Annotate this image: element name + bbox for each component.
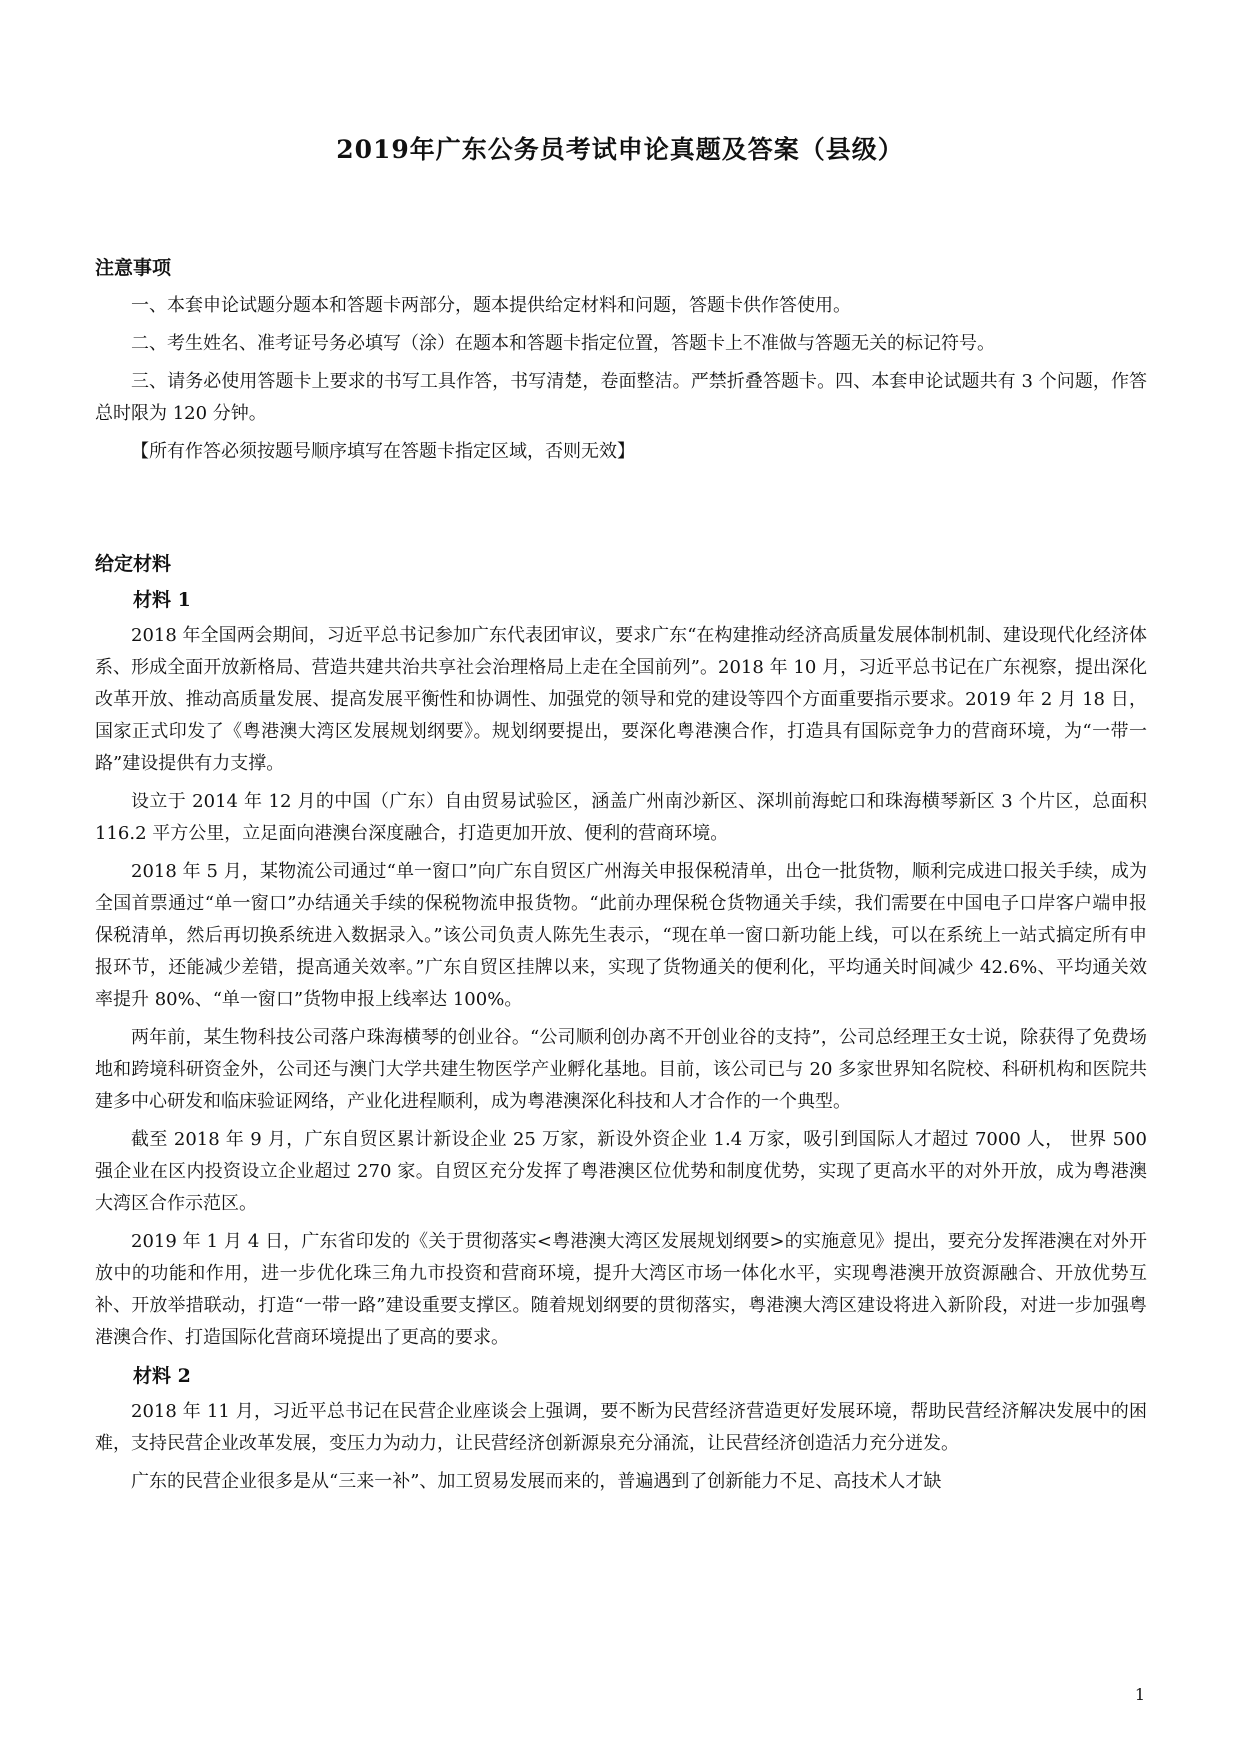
material-paragraph: 设立于 2014 年 12 月的中国（广东）自由贸易试验区，涵盖广州南沙新区、深圳前海蛇口和珠海横琴新区 3 个片区，总面积 116.2 平方公里，立足面向港澳台深度融合，打造更加开放、便利的营商环境。 [95,791,1147,844]
notes-heading: 注意事项 [95,257,172,279]
material-paragraph: 2018 年 5 月，某物流公司通过“单一窗口”向广东自贸区广州海关申报保税清单，出仓一批货物，顺利完成进口报关手续，成为全国首票通过“单一窗口”办结通关手续的保税物流申报货物。“此前办理保税仓货物通关手续，我们需要在中国电子口岸客户端申报保税清单，然后再切换系统进入数据录入。”该公司负责人陈先生表示，“现在单一窗口新功能上线，可以在系统上一站式搞定所有申报环节，还能减少差错，提高通关效率。”广东自贸区挂牌以来，实现了货物通关的便利化，平均通关时间减少 42.6%、平均通关效率提升 80%、“单一窗口”货物申报上线率达 100%。 [95,861,1147,1010]
material-1-title: 材料 1 [133,589,191,611]
notes-item: 二、考生姓名、准考证号务必填写（涂）在题本和答题卡指定位置，答题卡上不准做与答题无关的标记符号。 [131,333,995,354]
materials-section [95,548,1147,1504]
material-paragraph: 截至 2018 年 9 月，广东自贸区累计新设企业 25 万家，新设外资企业 1.4 万家，吸引到国际人才超过 7000 人， 世界 500 强企业在区内投资设立企业超过 270 家。自贸区充分发挥了粤港澳区位优势和制度优势，实现了更高水平的对外开放，成为粤港澳大湾区合作示范区。 [95,1129,1147,1214]
notes-item: 一、本套申论试题分题本和答题卡两部分，题本提供给定材料和问题，答题卡供作答使用。 [131,295,851,316]
page-number: 1 [1134,1685,1145,1704]
notes-item: 三、请务必使用答题卡上要求的书写工具作答，书写清楚，卷面整洁。严禁折叠答题卡。四、本套申论试题共有 3 个问题，作答总时限为 120 分钟。 [95,371,1147,424]
materials-heading: 给定材料 [95,553,172,575]
document-title: 2019年广东公务员考试申论真题及答案（县级） [336,135,904,164]
material-paragraph: 2019 年 1 月 4 日，广东省印发的《关于贯彻落实<粤港澳大湾区发展规划纲要>的实施意见》提出，要充分发挥港澳在对外开放中的功能和作用，进一步优化珠三角九市投资和营商环境，提升大湾区市场一体化水平，实现粤港澳开放资源融合、开放优势互补、开放举措联动，打造“一带一路”建设重要支撑区。随着规划纲要的贯彻落实，粤港澳大湾区建设将进入新阶段，对进一步加强粤港澳合作、打造国际化营商环境提出了更高的要求。 [95,1231,1147,1348]
material-2-title: 材料 2 [133,1365,191,1387]
material-paragraph: 广东的民营企业很多是从“三来一补”、加工贸易发展而来的，普遍遇到了创新能力不足、高技术人才缺 [131,1471,942,1492]
material-paragraph: 两年前，某生物科技公司落户珠海横琴的创业谷。“公司顺利创办离不开创业谷的支持”，公司总经理王女士说，除获得了免费场地和跨境科研资金外，公司还与澳门大学共建生物医学产业孵化基地。目前，该公司已与 20 多家世界知名院校、科研机构和医院共建多中心研发和临床验证网络，产业化进程顺利，成为粤港澳深化科技和人才合作的一个典型。 [95,1027,1147,1112]
material-paragraph: 2018 年 11 月，习近平总书记在民营企业座谈会上强调，要不断为民营经济营造更好发展环境，帮助民营经济解决发展中的困难，支持民营企业改革发展，变压力为动力，让民营经济创新源泉充分涌流，让民营经济创造活力充分迸发。 [95,1401,1147,1454]
material-paragraph: 2018 年全国两会期间，习近平总书记参加广东代表团审议，要求广东“在构建推动经济高质量发展体制机制、建设现代化经济体系、形成全面开放新格局、营造共建共治共享社会治理格局上走在全国前列”。2018 年 10 月，习近平总书记在广东视察，提出深化改革开放、推动高质量发展、提高发展平衡性和协调性、加强党的领导和党的建设等四个方面重要指示要求。2019 年 2 月 18 日，国家正式印发了《粤港澳大湾区发展规划纲要》。规划纲要提出，要深化粤港澳合作，打造具有国际竞争力的营商环境，为“一带一路”建设提供有力支撑。 [95,625,1147,774]
notes-section [95,252,1147,474]
notes-item: 【所有作答必须按题号顺序填写在答题卡指定区域，否则无效】 [131,441,635,462]
